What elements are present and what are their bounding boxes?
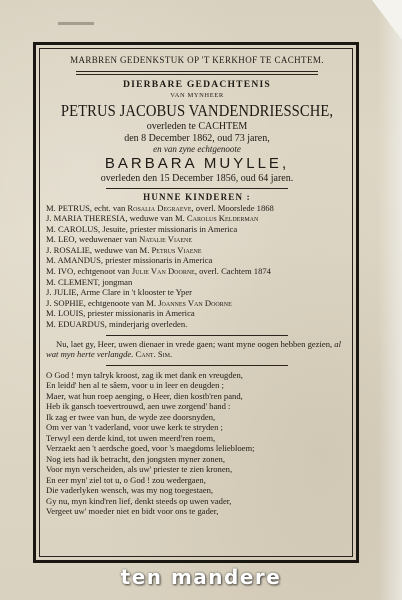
card-content [46,53,348,517]
poem [46,370,348,517]
child-entry: M. LEO, weduwenaer van Natalie Viaene [46,234,192,245]
child-entry: M. CAROLUS, Jesuite, priester missionaris in America [46,223,238,234]
divider [106,335,288,336]
spouse-intro: en van zyne echtgenoote [153,144,241,154]
poem-line: En leidd' hen al te sâem, voor u in leer en deugden ; [46,380,224,391]
poem-line: O God ! myn talryk kroost, zag ik met dank en vreugden, [46,369,243,380]
child-entry: M. AMANDUS, priester missionaris in America [46,255,213,266]
poem-line: Gy nu, myn kind'ren lief, denkt steeds op uwen vader, [46,495,232,506]
child-entry: J. SOPHIE, echtgenoote van M. Joannes Van Doorne [46,297,232,308]
divider [76,71,318,75]
poem-line: Nog iets had ik betracht, den jongsten myner zonen, [46,453,225,464]
child-entry: J. JULIE, Arme Clare in 't klooster te Yper [46,287,193,298]
child-entry: M. EDUARDUS, minderjarig overleden. [46,319,188,330]
paper-edge [378,0,402,600]
child-entry: M. LOUIS, priester missionaris in America [46,308,195,319]
card-title: DIERBARE GEDACHTENIS [123,79,271,90]
child-entry: M. CLEMENT, jongman [46,276,133,287]
divider [106,365,288,366]
poem-line: Terwyl een derde kind, tot uwen meerd'ren roem, [46,432,216,443]
scripture-quote: Nu, laet gy, Heer, uwen dienaer in vrede gaen; want myne oogen hebben gezien, al wat myn herte verlangde. Cant. Sim. [46,338,341,360]
deceased2-date: overleden den 15 December 1856, oud 64 jaren. [100,173,294,184]
poem-line: Die vaderlyken wensch, was my nog toegestaen, [46,485,214,496]
child-entry: M. IVO, echtgenoot van Julie Van Doorne, overl. Cachtem 1874 [46,266,271,277]
header-line: MARBREN GEDENKSTUK OP 'T KERKHOF TE CACHTEM. [70,55,324,65]
van-mynheer: VAN MYNHEER [170,92,224,99]
poem-line: Vergeet uw' moeder niet en bidt voor ons te gader, [46,506,219,517]
child-entry: M. PETRUS, echt. van Rosalia Degraeve, overl. Moorslede 1868 [46,202,274,213]
deceased1-date: den 8 December 1862, oud 73 jaren, [124,132,270,144]
poem-line: Voor myn verscheiden, als uw' priester te zien kronen, [46,464,233,475]
divider [106,188,288,189]
poem-line: Verzaekt aen 't aerdsche goed, voor 's maegdoms leliebloem; [46,443,255,454]
watermark: ten mandere [120,565,282,589]
poem-line: Maer, wat hun roep aenging, o Heer, dien kostb'ren pand, [46,390,243,401]
deceased2-name: BARBARA MUYLLE, [104,155,290,172]
poem-line: Ik zag er twee van hun, de wyde zee doorsnyden, [46,411,216,422]
deceased1-place: overleden te CACHTEM [146,121,248,132]
paper-mark [58,22,94,25]
children-title: HUNNE KINDEREN : [143,191,251,202]
child-entry: J. ROSALIE, weduwe van M. Petrus Viaene [46,244,202,255]
poem-line: En eer myn' ziel tot u, o God ! zou wedergaen, [46,474,206,485]
poem-line: Om ver van 't vaderland, voor uwe kerk te stryden ; [46,422,223,433]
deceased1-name: PETRUS JACOBUS VANDENDRIESSCHE, [60,101,334,120]
children-list [46,203,348,330]
poem-line: Heb ik gansch toevertrouwd, aen uwe zorgend' hand : [46,401,231,412]
child-entry: J. MARIA THERESIA, weduwe van M. Carolus Kelderman [46,213,259,224]
